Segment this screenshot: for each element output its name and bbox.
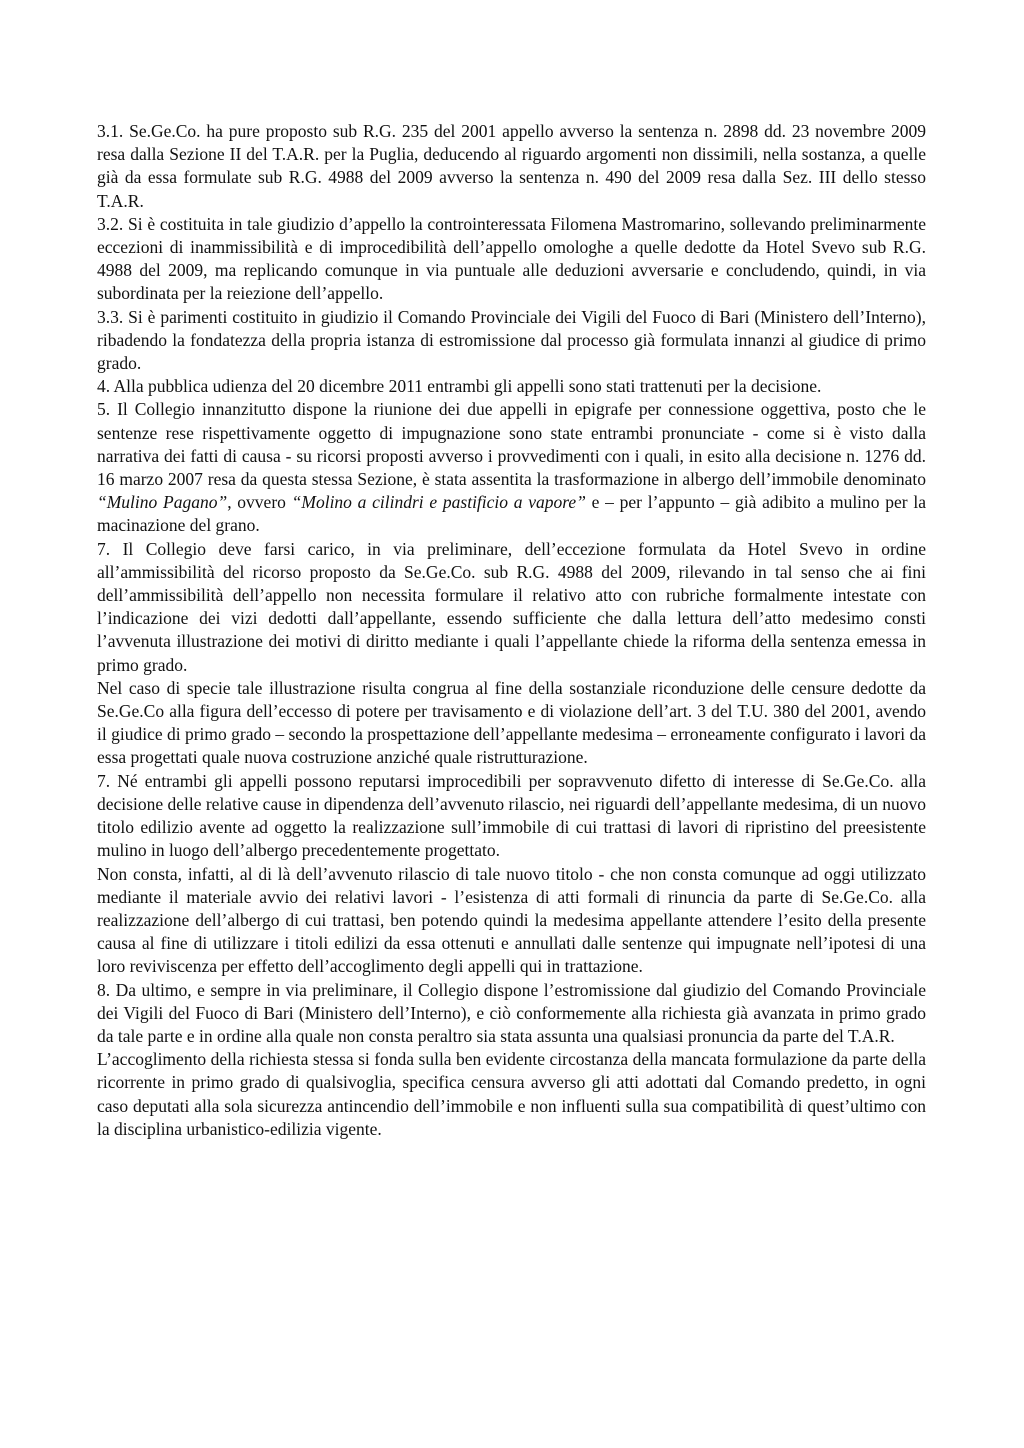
paragraph-text: 7. Né entrambi gli appelli possono reputarsi improcedibili per sopravvenuto difetto di interesse di Se.Ge.Co. alla decisione delle relative cause in dipendenza dell’avvenuto rilascio, nei riguardi dell’appellante medesima, di un nuovo titolo edilizio avente ad oggetto la realizzazione sull’immobile di cui trattasi di lavori di ripristino del preesistente mulino in luogo dell’albergo precedentemente progettato. [97, 770, 927, 861]
paragraph-3-2 [97, 213, 926, 306]
paragraph-text: Non consta, infatti, al di là dell’avvenuto rilascio di tale nuovo titolo - che non consta comunque ad oggi utilizzato mediante il materiale avvio dei relativi lavori - l’esistenza di atti formali di rinuncia da parte di Se.Ge.Co. alla realizzazione dell’albergo di cui trattasi, ben potendo quindi la medesima appellante attendere l’esito della presente causa al fine di utilizzare i titoli edilizi da essa ottenuti e annullati dalle sentenze qui impugnate nell’ipotesi di una loro reviviscenza per effetto dell’accoglimento degli appelli qui in trattazione. [97, 863, 926, 977]
paragraph-text: e – per l’appunto – già adibito a mulino per la macinazione del grano. [97, 492, 926, 536]
paragraph-text: 8. Da ultimo, e sempre in via preliminare, il Collegio dispone l’estromissione dal giudizio del Comando Provinciale dei Vigili del Fuoco di Bari (Ministero dell’Interno), e ciò conformemente alla richiesta già avanzata in primo grado da tale parte e in ordine alla quale non consta peraltro sia stata assunta una qualsiasi pronuncia da parte del T.A.R. [97, 979, 926, 1046]
paragraph-8-continued [97, 1048, 926, 1141]
paragraph-text: L’accoglimento della richiesta stessa si fonda sulla ben evidente circostanza della mancata formulazione da parte della ricorrente in primo grado di qualsivoglia, specifica censura avverso gli atti adottati dal Comando predetto, in ogni caso deputati alla sola sicurezza antincendio dell’immobile e non influenti sulla sua compatibilità di quest’ultimo con la disciplina urbanistico-edilizia vigente. [97, 1049, 926, 1139]
paragraph-3-1 [97, 120, 926, 213]
paragraph-text: 7. Il Collegio deve farsi carico, in via preliminare, dell’eccezione formulata da Hotel Svevo in ordine all’ammissibilità del ricorso proposto da Se.Ge.Co. sub R.G. 4988 del 2009, rilevando in tal senso che ai fini dell’ammissibilità dell’appello non necessita formulare il relativo atto con rubriche formalmente intestate con l’indicazione dei vizi dedotti dall’appellante, essendo sufficiente che dalla lettura dell’atto medesimo consti l’avvenuta illustrazione dei motivi di diritto mediante i quali l’appellante chiede la riforma della sentenza emessa in primo grado. [97, 538, 926, 675]
paragraph-7-admissibility-continued [97, 677, 926, 770]
document-page [97, 120, 926, 1141]
paragraph-3-3 [97, 306, 926, 376]
paragraph-8 [97, 979, 926, 1049]
paragraph-text: 5. Il Collegio innanzitutto dispone la riunione dei due appelli in epigrafe per connessione oggettiva, posto che le sentenze rese rispettivamente oggetto di impugnazione sono state entrambi pronunciate - come si è visto dalla narrativa dei fatti di causa - su ricorsi proposti avverso i provvedimenti con i quali, in esito alla decisione n. 1276 dd. 16 marzo 2007 resa da questa stessa Sezione, è stata assentita la trasformazione in albergo dell’immobile denominato [97, 399, 926, 490]
paragraph-4 [97, 375, 926, 398]
paragraph-7-procedibility-continued [97, 863, 926, 979]
paragraph-7-admissibility [97, 538, 926, 677]
paragraph-text: 3.2. Si è costituita in tale giudizio d’appello la controinteressata Filomena Mastromarino, sollevando preliminarmente eccezioni di inammissibilità e di improcedibilità dell’appello omologhe a quelle dedotte da Hotel Svevo sub R.G. 4988 del 2009, ma replicando comunque in via puntuale alle deduzioni avversarie e concludendo, quindi, in via subordinata per la reiezione dell’appello. [97, 213, 926, 304]
paragraph-text: 3.3. Si è parimenti costituito in giudizio il Comando Provinciale dei Vigili del Fuoco di Bari (Ministero dell’Interno), ribadendo la fondatezza della propria istanza di estromissione dal processo già formulata innanzi al giudice di primo grado. [97, 306, 926, 374]
italic-building-name: “Molino a cilindri e pastificio a vapore” [291, 492, 586, 513]
italic-building-name: “Mulino Pagano” [97, 492, 228, 513]
paragraph-text: , ovvero [227, 492, 292, 513]
paragraph-text: 3.1. Se.Ge.Co. ha pure proposto sub R.G. 235 del 2001 appello avverso la sentenza n. 2898 dd. 23 novembre 2009 resa dalla Sezione II del T.A.R. per la Puglia, deducendo al riguardo argomenti non dissimili, nella sostanza, a quelle già da essa formulate sub R.G. 4988 del 2009 avverso la sentenza n. 490 del 2009 resa dalla Sez. III dello stesso T.A.R. [97, 121, 926, 211]
paragraph-text: 4. Alla pubblica udienza del 20 dicembre 2011 entrambi gli appelli sono stati trattenuti per la decisione. [97, 376, 822, 397]
paragraph-7-procedibility [97, 770, 926, 863]
paragraph-5 [97, 398, 926, 537]
paragraph-text: Nel caso di specie tale illustrazione risulta congrua al fine della sostanziale riconduzione delle censure dedotte da Se.Ge.Co alla figura dell’eccesso di potere per travisamento e di violazione dell’art. 3 del T.U. 380 del 2001, avendo il giudice di primo grado – secondo la prospettazione dell’appellante medesima – erroneamente configurato i lavori da essa progettati quale nuova costruzione anziché quale ristrutturazione. [97, 677, 927, 768]
